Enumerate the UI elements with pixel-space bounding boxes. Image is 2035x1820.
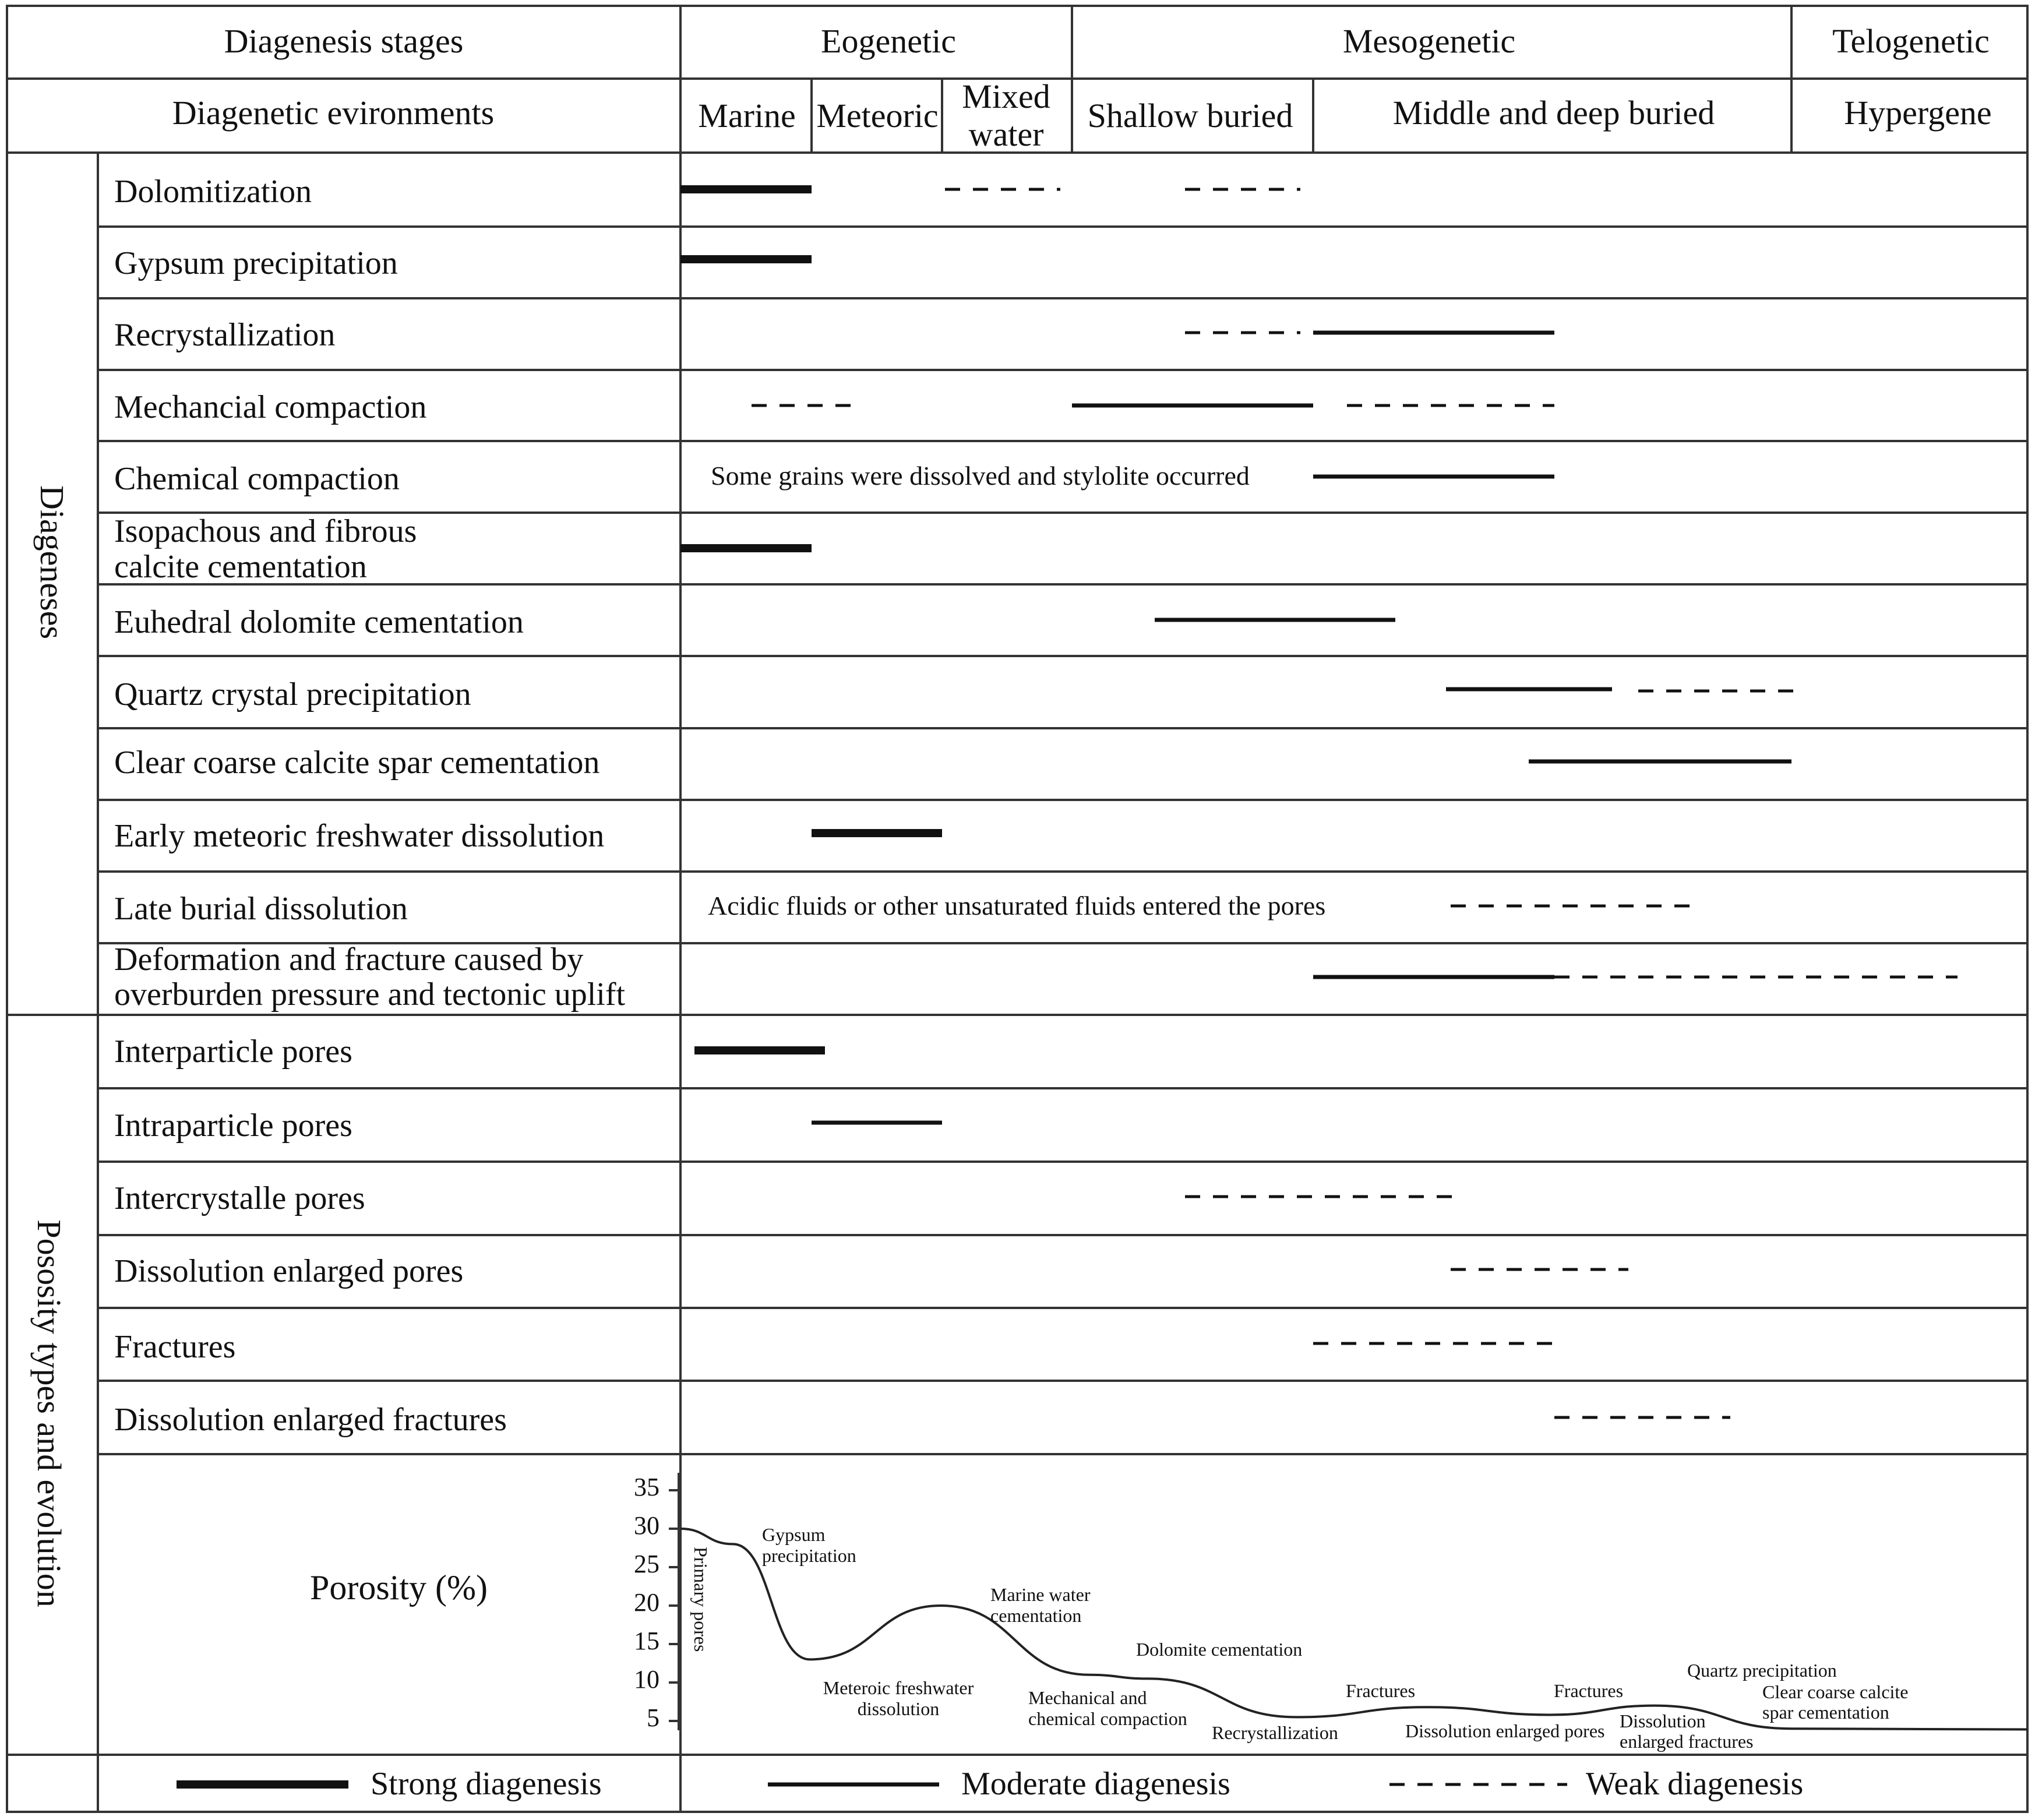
annotation-spar-1: Clear coarse calcite: [1762, 1681, 1909, 1702]
stage-mesogenetic: Mesogenetic: [1342, 22, 1516, 60]
annotation-mech-2: chemical compaction: [1028, 1708, 1187, 1729]
porosity-tick-labels: [634, 1473, 659, 1732]
legend-weak-label: Weak diagenesis: [1586, 1766, 1804, 1802]
row-notes: [708, 461, 1325, 920]
annotation-meteoric-1: Meteroic freshwater: [823, 1677, 974, 1698]
annotation-mech-1: Mechanical and: [1028, 1687, 1147, 1708]
porosity-labels: [114, 1034, 507, 1607]
annotation-quartz: Quartz precipitation: [1687, 1660, 1837, 1681]
annotation-spar-2: spar cementation: [1762, 1702, 1889, 1723]
row-quartz: Quartz crystal precipitation: [114, 676, 471, 713]
legend-moderate-label: Moderate diagenesis: [961, 1766, 1230, 1802]
row-intercrystalline: Intercrystalle pores: [114, 1180, 365, 1216]
tick-label: 30: [634, 1511, 659, 1540]
intensity-bars: [680, 189, 1958, 1417]
row-deformation-1: Deformation and fracture caused by: [114, 941, 584, 978]
row-intraparticle: Intraparticle pores: [114, 1107, 352, 1144]
annotation-meteoric-2: dissolution: [857, 1698, 940, 1719]
row-isopachous-2: calcite cementation: [114, 549, 367, 585]
row-chemical-compaction: Chemical compaction: [114, 461, 400, 497]
porosity-chart: [634, 1473, 2027, 1752]
env-shallow-buried: Shallow buried: [1087, 97, 1293, 135]
stage-eogenetic: Eogenetic: [821, 22, 956, 60]
group-labels: [30, 485, 71, 1607]
group-porosity: Pososity types and evolution: [30, 1219, 68, 1607]
row-mechanical-compaction: Mechancial compaction: [114, 389, 427, 425]
row-calcite-spar: Clear coarse calcite spar cementation: [114, 745, 600, 781]
stages-header: Diagenesis stages: [224, 22, 464, 60]
env-water: water: [968, 115, 1044, 153]
annotation-dissolution-fractures-2: enlarged fractures: [1620, 1731, 1754, 1752]
env-middle-deep-buried: Middle and deep buried: [1392, 94, 1715, 132]
row-dissolution-fractures: Dissolution enlarged fractures: [114, 1402, 507, 1438]
header-labels: [172, 22, 1992, 153]
env-mixed: Mixed: [962, 77, 1050, 115]
note-chemical-compaction: Some grains were dissolved and stylolite occurred: [711, 461, 1250, 491]
env-meteoric: Meteoric: [816, 97, 939, 135]
note-late-burial: Acidic fluids or other unsaturated fluids entered the pores: [708, 891, 1326, 920]
row-deformation-2: overburden pressure and tectonic uplift: [114, 976, 626, 1013]
annotation-recrystallization: Recrystallization: [1212, 1722, 1338, 1743]
annotation-gypsum-1: Gypsum: [762, 1524, 826, 1545]
annotation-dolomite: Dolomite cementation: [1136, 1639, 1303, 1660]
annotation-primary-pores: Primary pores: [690, 1547, 711, 1652]
tick-label: 20: [634, 1588, 659, 1617]
row-gypsum: Gypsum precipitation: [114, 245, 398, 281]
annotation-fractures-1: Fractures: [1346, 1680, 1416, 1701]
row-dissolution-pores: Dissolution enlarged pores: [114, 1253, 464, 1289]
row-recrystallization: Recrystallization: [114, 317, 336, 353]
row-interparticle: Interparticle pores: [114, 1034, 352, 1070]
annotation-dissolution-fractures-1: Dissolution: [1620, 1710, 1706, 1731]
annotation-fractures-2: Fractures: [1554, 1680, 1624, 1701]
tick-label: 35: [634, 1473, 659, 1501]
tick-label: 25: [634, 1550, 659, 1578]
legend: [177, 1766, 1803, 1802]
annotation-dissolution-pores: Dissolution enlarged pores: [1405, 1720, 1605, 1741]
row-dolomitization: Dolomitization: [114, 174, 312, 210]
tick-label: 5: [647, 1703, 659, 1732]
row-euhedral-dolomite: Euhedral dolomite cementation: [114, 604, 524, 640]
tick-label: 15: [634, 1627, 659, 1655]
annotation-gypsum-2: precipitation: [762, 1545, 856, 1566]
row-fractures: Fractures: [114, 1329, 236, 1365]
env-hypergene: Hypergene: [1844, 94, 1992, 132]
stage-telogenetic: Telogenetic: [1832, 22, 1990, 60]
environments-header: Diagenetic evironments: [172, 94, 495, 132]
env-marine: Marine: [698, 97, 796, 135]
tick-label: 10: [634, 1665, 659, 1694]
row-late-burial: Late burial dissolution: [114, 891, 408, 927]
row-early-meteoric: Early meteoric freshwater dissolution: [114, 818, 605, 854]
row-isopachous-1: Isopachous and fibrous: [114, 513, 417, 549]
annotation-marine-2: cementation: [990, 1605, 1082, 1626]
annotation-marine-1: Marine water: [990, 1584, 1091, 1605]
legend-strong-label: Strong diagenesis: [371, 1766, 602, 1802]
porosity-ticks: [669, 1490, 679, 1721]
porosity-axis-label: Porosity (%): [310, 1568, 488, 1607]
group-diageneses: Diageneses: [33, 485, 71, 640]
